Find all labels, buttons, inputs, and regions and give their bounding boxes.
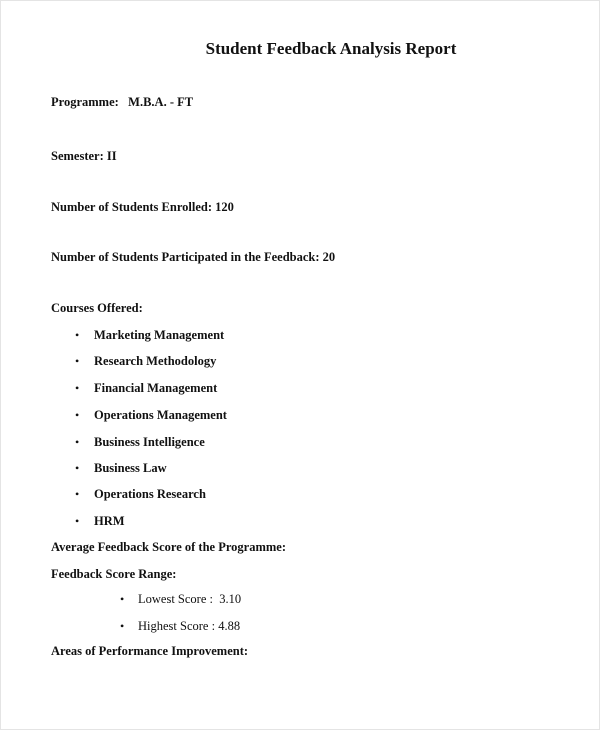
list-item: Business Intelligence	[94, 435, 205, 449]
highest-score: Highest Score : 4.88	[138, 619, 241, 633]
enrolled-line: Number of Students Enrolled: 120	[51, 200, 234, 214]
bullet-icon: •	[75, 354, 80, 368]
semester-line: Semester: II	[51, 149, 117, 163]
list-item: Business Law	[94, 461, 167, 475]
bullet-icon: •	[120, 592, 125, 606]
list-item: Operations Management	[94, 408, 227, 422]
list-item: HRM	[94, 514, 125, 528]
courses-heading: Courses Offered:	[51, 301, 143, 315]
range-heading: Feedback Score Range:	[51, 567, 177, 581]
bullet-icon: •	[75, 435, 80, 449]
bullet-icon: •	[75, 381, 80, 395]
average-heading: Average Feedback Score of the Programme:	[51, 540, 286, 554]
bullet-icon: •	[75, 328, 80, 342]
lowest-score: Lowest Score : 3.10	[138, 592, 242, 606]
list-item: Research Methodology	[94, 354, 217, 368]
bullet-icon: •	[120, 619, 125, 633]
report-title: Student Feedback Analysis Report	[205, 39, 457, 58]
areas-heading: Areas of Performance Improvement:	[51, 644, 249, 658]
list-item: Financial Management	[94, 381, 218, 395]
list-item: Marketing Management	[94, 328, 225, 342]
bullet-icon: •	[75, 461, 80, 475]
bullet-icon: •	[75, 487, 80, 501]
programme-line: Programme: M.B.A. - FT	[51, 95, 194, 109]
bullet-icon: •	[75, 408, 80, 422]
participated-line: Number of Students Participated in the Feedback: 20	[51, 250, 336, 264]
bullet-icon: •	[75, 514, 80, 528]
list-item: Operations Research	[94, 487, 206, 501]
